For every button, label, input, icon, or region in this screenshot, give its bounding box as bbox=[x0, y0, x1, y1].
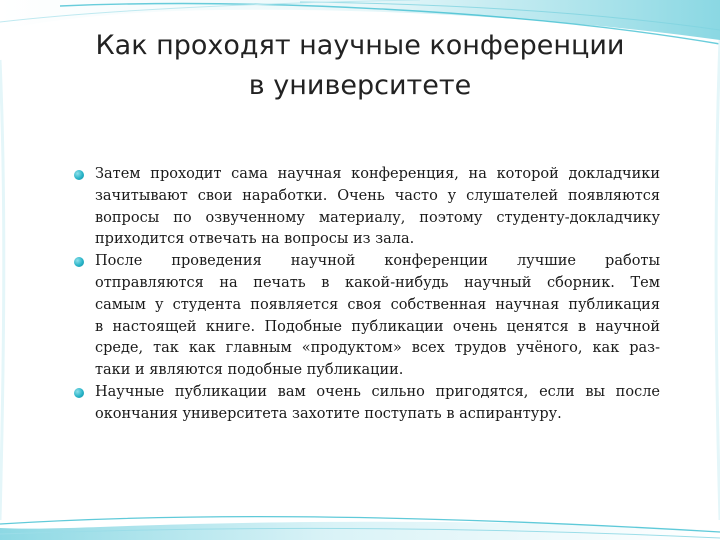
slide-title-line-2: в университете bbox=[248, 70, 472, 101]
bullet-line: Затем проходит сама научная конференция, на которой докладчики bbox=[95, 166, 660, 182]
bullet-line: После проведения научной конференции лучшие работы bbox=[95, 253, 660, 270]
slide-title-line-1: Как проходят научные конференции bbox=[95, 30, 625, 61]
bullet-line: окончания университета захотите поступать в аспирантуру. bbox=[95, 405, 562, 422]
bullet-line: таки и являются подобные публикации. bbox=[95, 362, 404, 379]
bullet-line: вопросы по озвученному материалу, поэтому студенту-докладчику bbox=[95, 209, 660, 226]
bullet-list bbox=[74, 164, 660, 426]
slide-title bbox=[60, 26, 660, 106]
bullet-item bbox=[74, 382, 660, 426]
bullet-line: зачитывают свои наработки. Очень часто у слушателей появляются bbox=[95, 187, 660, 204]
bullet-item bbox=[74, 251, 660, 382]
bullet-dot-icon bbox=[74, 257, 84, 267]
bullet-dot-icon bbox=[74, 170, 84, 180]
bullet-line: самым у студента появляется своя собственная научная публикация bbox=[95, 296, 660, 313]
bullet-line: Научные публикации вам очень сильно пригодятся, если вы после bbox=[95, 383, 660, 400]
bullet-line: в настоящей книге. Подобные публикации очень ценятся в научной bbox=[95, 318, 660, 335]
bullet-dot-icon bbox=[74, 388, 84, 398]
bullet-line: среде, так как главным «продуктом» всех трудов учёного, как раз- bbox=[95, 340, 660, 357]
bullet-item bbox=[74, 164, 660, 251]
bullet-line: приходится отвечать на вопросы из зала. bbox=[95, 231, 415, 248]
bullet-line: отправляются на печать в какой-нибудь научный сборник. Тем bbox=[95, 274, 660, 291]
